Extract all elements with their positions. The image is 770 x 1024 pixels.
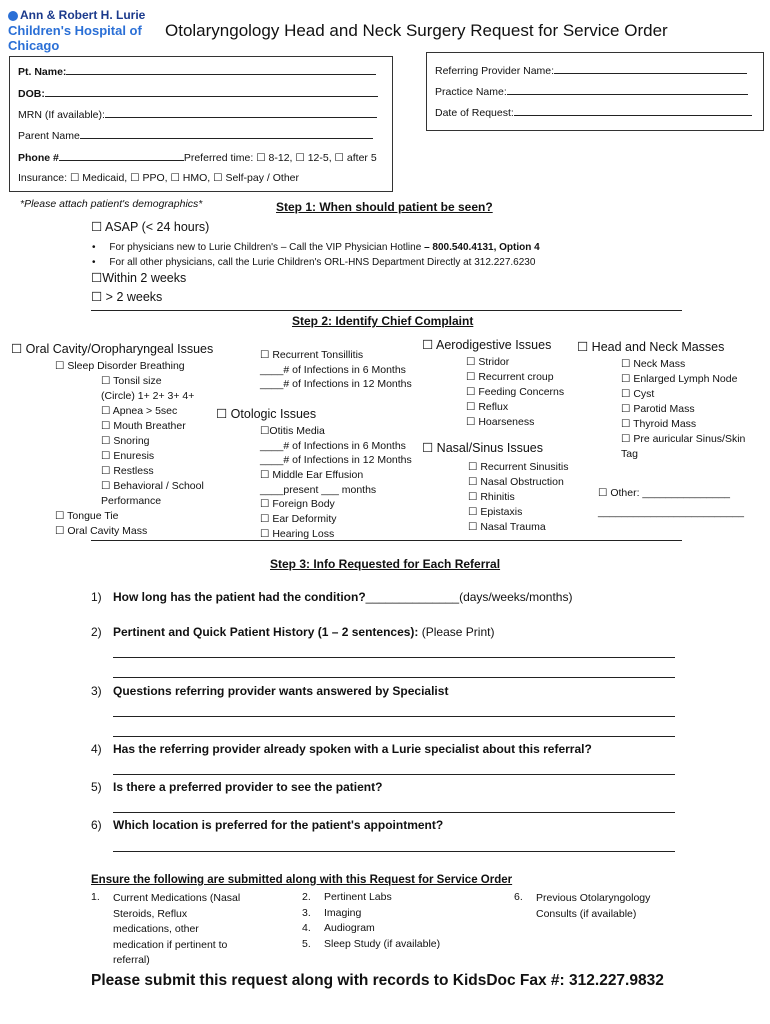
phone-field[interactable]: Phone # Preferred time: ☐ 8-12, ☐ 12-5, ☐ after 5 — [18, 152, 377, 164]
question-4: 4) Has the referring provider already spoken with a Lurie specialist about this referral? — [91, 742, 592, 756]
middle-ear-effusion-checkbox[interactable]: ☐ Middle Ear Effusion — [260, 469, 364, 481]
ensure-item-4: 4. Audiogram — [302, 922, 375, 934]
nasal-trauma-checkbox[interactable]: ☐ Nasal Trauma — [468, 521, 546, 533]
hearing-loss-checkbox[interactable]: ☐ Hearing Loss — [260, 528, 335, 540]
preauricular-tag-label: Tag — [621, 448, 638, 460]
behavioral-performance-label: Performance — [101, 495, 162, 507]
otitis-6-months[interactable]: ____# of Infections in 6 Months — [260, 440, 406, 452]
recurrent-tonsillitis-checkbox[interactable]: ☐ Recurrent Tonsillitis — [260, 349, 364, 361]
tonsil-size-circle[interactable]: (Circle) 1+ 2+ 3+ 4+ — [101, 390, 195, 402]
rhinitis-checkbox[interactable]: ☐ Rhinitis — [468, 491, 515, 503]
preauricular-checkbox[interactable]: ☐ Pre auricular Sinus/Skin — [621, 433, 746, 445]
orl-department-note: • For all other physicians, call the Lurie Children's ORL-HNS Department Directly at 312.227.6230 — [92, 257, 536, 268]
aerodigestive-checkbox[interactable]: ☐ Aerodigestive Issues — [422, 338, 552, 352]
tonsil-size-checkbox[interactable]: ☐ Tonsil size — [101, 375, 162, 387]
head-neck-masses-checkbox[interactable]: ☐ Head and Neck Masses — [577, 340, 725, 354]
answer-line-4[interactable] — [113, 774, 675, 775]
nasal-sinus-checkbox[interactable]: ☐ Nasal/Sinus Issues — [422, 441, 543, 455]
ensure-item-3: 3. Imaging — [302, 907, 362, 919]
question-5: 5) Is there a preferred provider to see the patient? — [91, 780, 383, 794]
referring-provider-field[interactable]: Referring Provider Name: — [435, 63, 747, 78]
asap-checkbox[interactable]: ☐ ASAP (< 24 hours) — [91, 220, 210, 234]
snoring-checkbox[interactable]: ☐ Snoring — [101, 435, 150, 447]
feeding-concerns-checkbox[interactable]: ☐ Feeding Concerns — [466, 386, 565, 398]
recurrent-sinusitis-checkbox[interactable]: ☐ Recurrent Sinusitis — [468, 461, 569, 473]
oral-cavity-mass-checkbox[interactable]: ☐ Oral Cavity Mass — [55, 525, 148, 537]
mrn-field[interactable]: MRN (If available): — [18, 107, 377, 122]
step2-heading: Step 2: Identify Chief Complaint — [292, 314, 474, 328]
restless-checkbox[interactable]: ☐ Restless — [101, 465, 154, 477]
question-2: 2) Pertinent and Quick Patient History (1 – 2 sentences): (Please Print) — [91, 625, 495, 639]
divider-step1 — [91, 310, 682, 311]
answer-line-5[interactable] — [113, 812, 675, 813]
otitis-media-checkbox[interactable]: ☐Otitis Media — [260, 425, 325, 437]
otologic-checkbox[interactable]: ☐ Otologic Issues — [216, 407, 317, 421]
preferred-time-options[interactable]: Preferred time: ☐ 8-12, ☐ 12-5, ☐ after 5 — [183, 152, 377, 164]
ensure-item-5: 5. Sleep Study (if available) — [302, 938, 441, 950]
epistaxis-checkbox[interactable]: ☐ Epistaxis — [468, 506, 523, 518]
tongue-tie-checkbox[interactable]: ☐ Tongue Tie — [55, 510, 119, 522]
enlarged-lymph-node-checkbox[interactable]: ☐ Enlarged Lymph Node — [621, 373, 738, 385]
logo-line2: Children's Hospital of Chicago — [8, 23, 142, 53]
question-3: 3) Questions referring provider wants answered by Specialist — [91, 684, 449, 698]
answer-line-6[interactable] — [113, 851, 675, 852]
parotid-mass-checkbox[interactable]: ☐ Parotid Mass — [621, 403, 695, 415]
date-of-request-field[interactable]: Date of Request: — [435, 105, 752, 120]
mouth-breather-checkbox[interactable]: ☐ Mouth Breather — [101, 420, 186, 432]
hospital-logo — [8, 8, 160, 53]
sleep-disorder-checkbox[interactable]: ☐ Sleep Disorder Breathing — [55, 360, 185, 372]
ensure-item-2: 2. Pertinent Labs — [302, 891, 392, 903]
behavioral-checkbox[interactable]: ☐ Behavioral / School — [101, 480, 204, 492]
answer-line-2b[interactable] — [113, 677, 675, 678]
answer-line-2a[interactable] — [113, 657, 675, 658]
insurance-options[interactable]: Insurance: ☐ Medicaid, ☐ PPO, ☐ HMO, ☐ Self-pay / Other — [18, 172, 299, 184]
ensure-item-6: Previous Otolaryngology Consults (if available) — [536, 892, 651, 920]
answer-line-3a[interactable] — [113, 716, 675, 717]
cyst-checkbox[interactable]: ☐ Cyst — [621, 388, 655, 400]
ensure-item-1-num: 1. — [91, 891, 100, 903]
tonsillitis-12-months[interactable]: ____# of Infections in 12 Months — [260, 378, 412, 390]
ensure-heading: Ensure the following are submitted along with this Request for Service Order — [91, 874, 513, 886]
parent-name-field[interactable]: Parent Name — [18, 128, 373, 143]
over-2-weeks-checkbox[interactable]: ☐ > 2 weeks — [91, 290, 163, 304]
logo-line1: Ann & Robert H. Lurie — [20, 8, 146, 22]
effusion-present-months[interactable]: ____present ___ months — [260, 484, 377, 496]
practice-name-field[interactable]: Practice Name: — [435, 84, 748, 99]
enuresis-checkbox[interactable]: ☐ Enuresis — [101, 450, 155, 462]
ensure-item-6-num: 6. — [514, 891, 523, 903]
oral-cavity-checkbox[interactable]: ☐ Oral Cavity/Oropharyngeal Issues — [11, 342, 214, 356]
thyroid-mass-checkbox[interactable]: ☐ Thyroid Mass — [621, 418, 697, 430]
reflux-checkbox[interactable]: ☐ Reflux — [466, 401, 509, 413]
tonsillitis-6-months[interactable]: ____# of Infections in 6 Months — [260, 364, 406, 376]
step3-heading: Step 3: Info Requested for Each Referral — [270, 557, 501, 571]
neck-mass-checkbox[interactable]: ☐ Neck Mass — [621, 358, 686, 370]
ear-deformity-checkbox[interactable]: ☐ Ear Deformity — [260, 513, 337, 525]
step1-heading: Step 1: When should patient be seen? — [276, 200, 493, 214]
nasal-obstruction-checkbox[interactable]: ☐ Nasal Obstruction — [468, 476, 564, 488]
divider-step2 — [91, 540, 682, 541]
patient-name-field[interactable]: Pt. Name: — [18, 64, 376, 79]
other-line[interactable]: _________________________ — [598, 506, 744, 518]
form-title: Otolaryngology Head and Neck Surgery Request for Service Order — [165, 21, 668, 40]
hoarseness-checkbox[interactable]: ☐ Hoarseness — [466, 416, 535, 428]
apnea-checkbox[interactable]: ☐ Apnea > 5sec — [101, 405, 178, 417]
answer-line-3b[interactable] — [113, 736, 675, 737]
fax-submit-note: Please submit this request along with records to KidsDoc Fax #: 312.227.9832 — [91, 972, 664, 989]
vip-hotline-note: • For physicians new to Lurie Children's – Call the VIP Physician Hotline – 800.540.4131, Option 4 — [92, 242, 540, 253]
recurrent-croup-checkbox[interactable]: ☐ Recurrent croup — [466, 371, 554, 383]
question-6: 6) Which location is preferred for the patient's appointment? — [91, 818, 444, 832]
ensure-item-1: Current Medications (Nasal Steroids, Reflux medications, other medication if pertinent to referral) — [113, 892, 241, 966]
within-2-weeks-checkbox[interactable]: ☐Within 2 weeks — [91, 271, 187, 285]
stridor-checkbox[interactable]: ☐ Stridor — [466, 356, 510, 368]
other-checkbox[interactable]: ☐ Other: _______________ — [598, 487, 731, 499]
otitis-12-months[interactable]: ____# of Infections in 12 Months — [260, 454, 412, 466]
question-1: 1) How long has the patient had the condition?______________(days/weeks/months) — [91, 590, 573, 604]
dob-field[interactable]: DOB: — [18, 86, 378, 101]
foreign-body-checkbox[interactable]: ☐ Foreign Body — [260, 498, 335, 510]
attach-note: *Please attach patient's demographics* — [20, 198, 203, 210]
logo-star-icon — [8, 11, 18, 21]
